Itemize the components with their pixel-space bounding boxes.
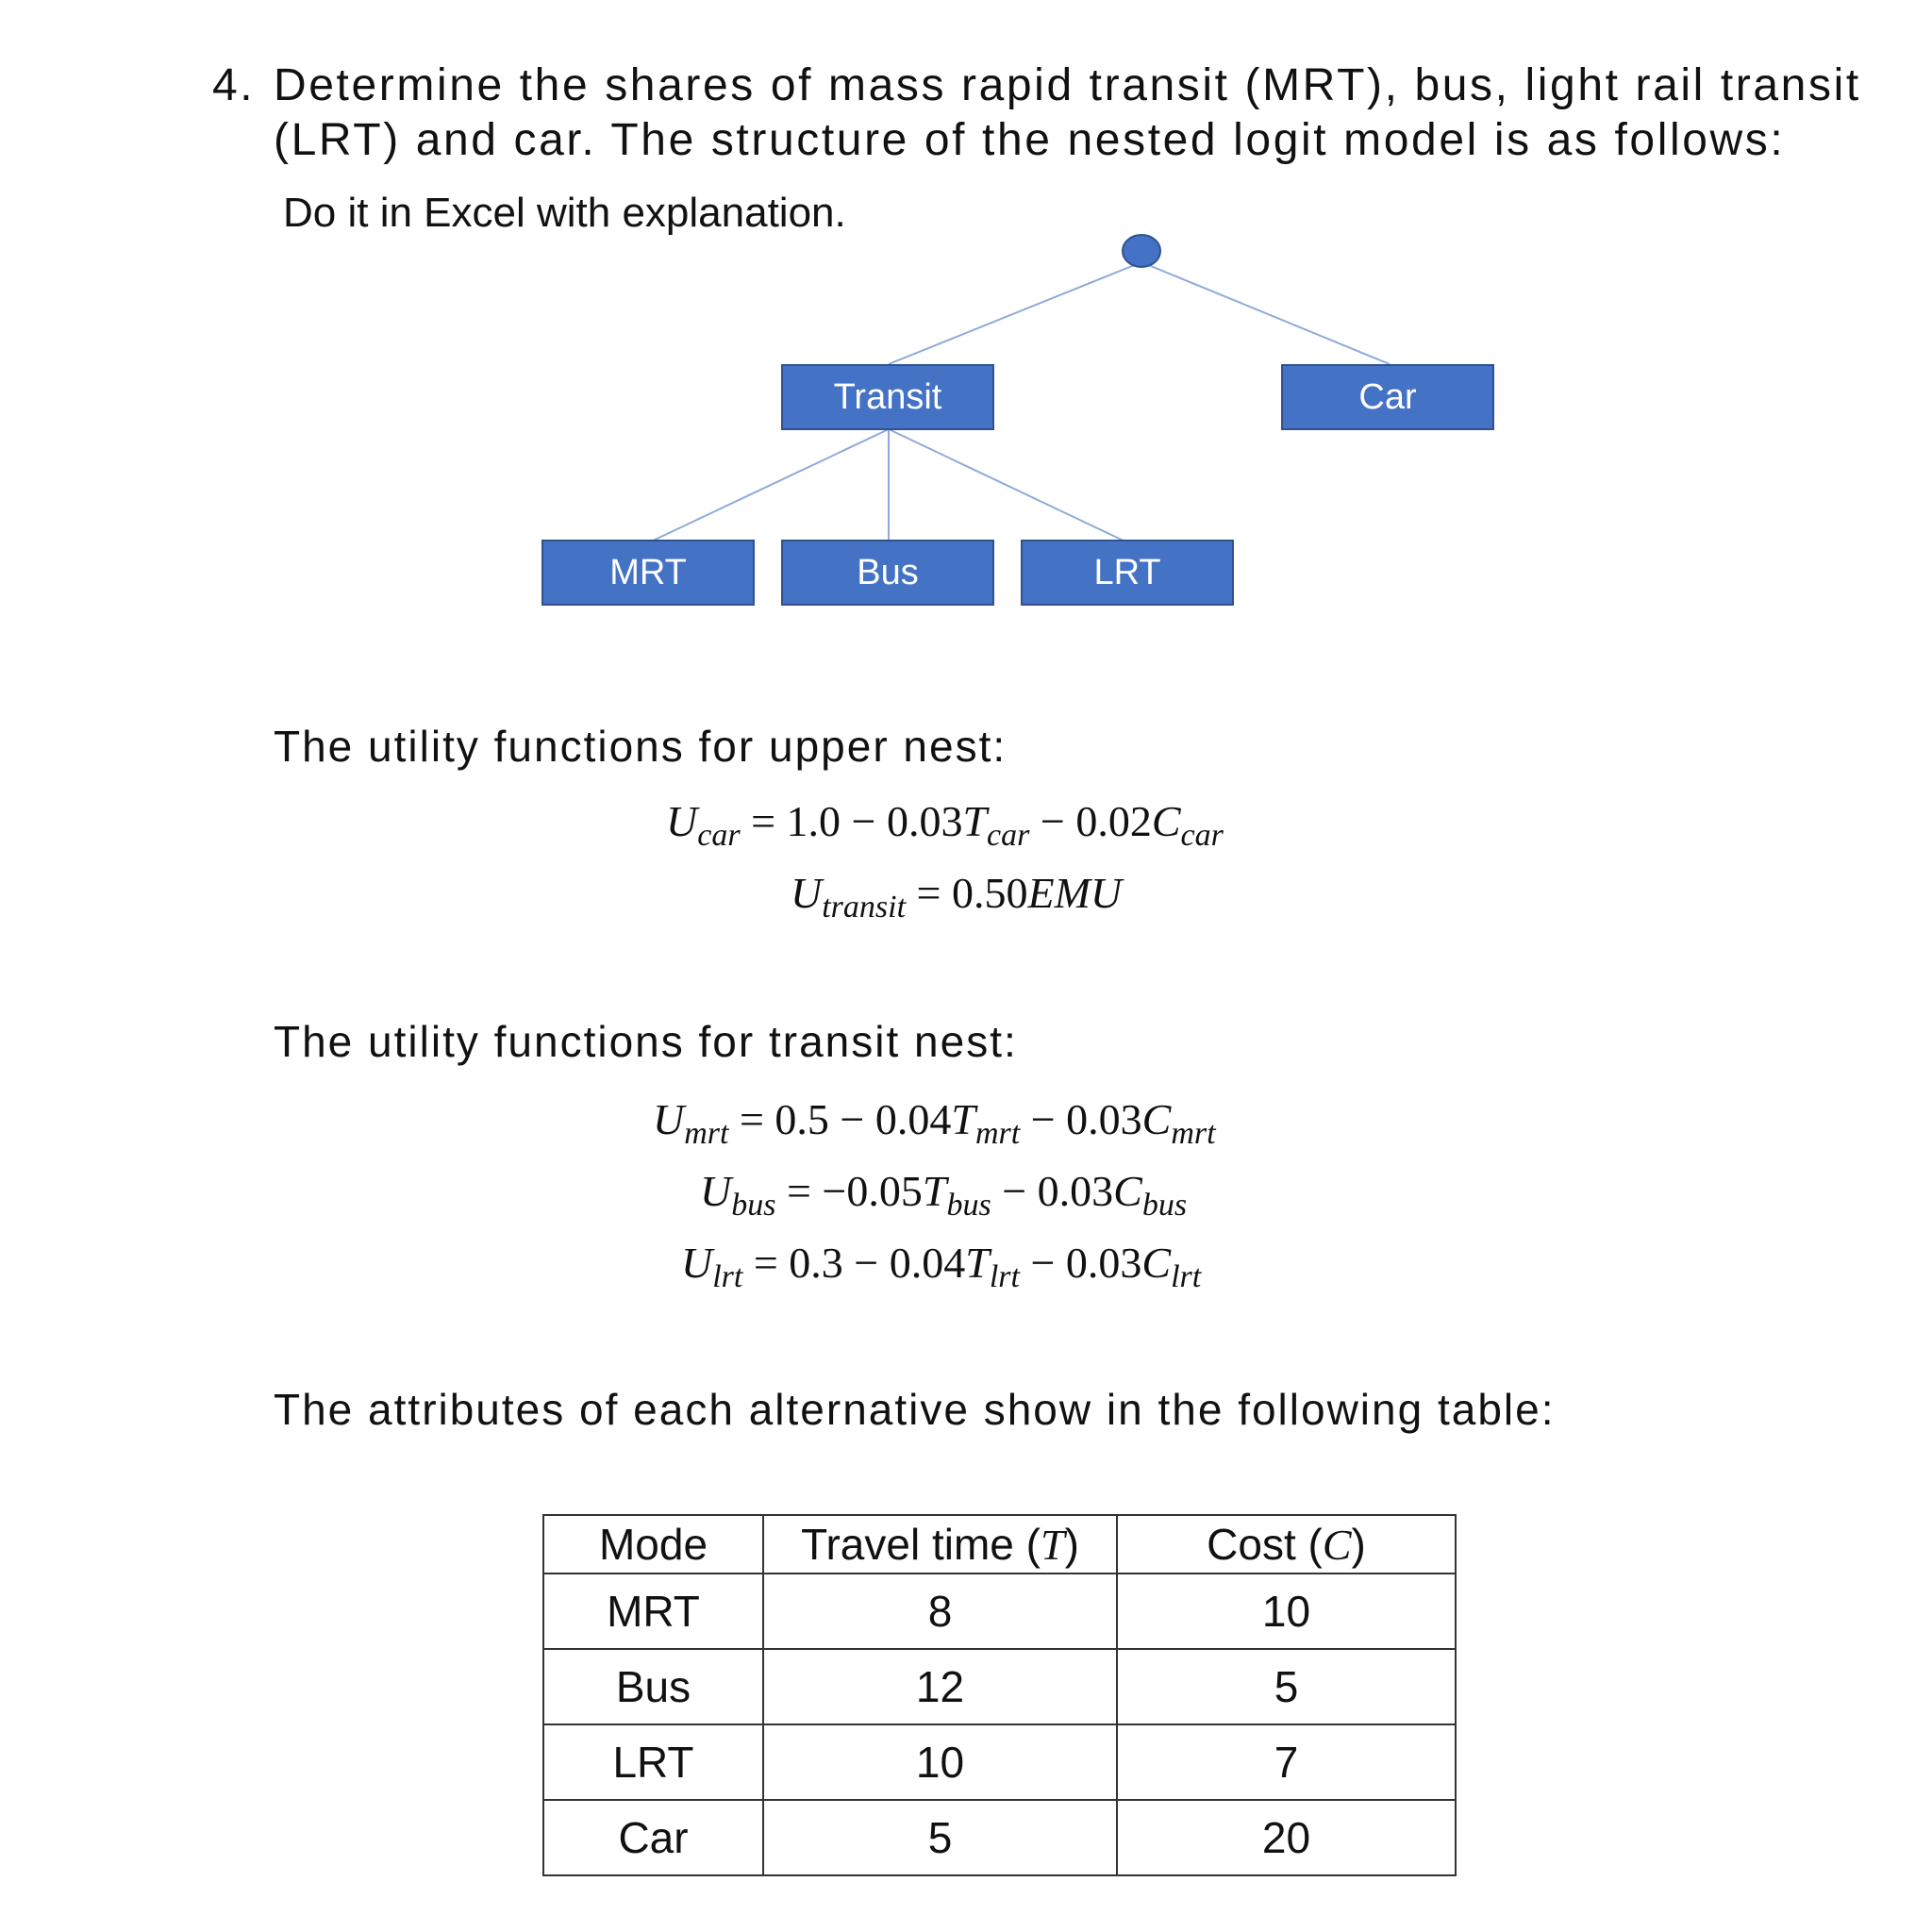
node-transit <box>781 364 994 430</box>
edge-root-transit <box>889 264 1137 364</box>
table-row <box>543 1574 1456 1649</box>
header-cost: Cost (C) <box>1117 1515 1456 1574</box>
node-lrt <box>1021 540 1234 606</box>
cell-mode: Bus <box>543 1649 763 1724</box>
node-bus <box>781 540 994 606</box>
cell-cost: 5 <box>1117 1649 1456 1724</box>
equation-u-mrt: $U_{mrt} = 0.5 - 0.04T_{mrt} - 0.03C_{mrt}$ <box>653 1095 1216 1151</box>
cell-time: 8 <box>763 1574 1117 1649</box>
instruction-text: Do it in Excel with explanation. <box>283 190 846 236</box>
cell-time: 12 <box>763 1649 1117 1724</box>
node-transit-label: Transit <box>833 376 942 417</box>
cell-time: 10 <box>763 1724 1117 1800</box>
cell-mode: Car <box>543 1800 763 1875</box>
cell-mode: MRT <box>543 1574 763 1649</box>
table-row <box>543 1649 1456 1724</box>
node-mrt-label: MRT <box>609 552 687 592</box>
attributes-table <box>542 1514 1457 1876</box>
question-number: 4. <box>212 60 256 110</box>
equation-u-lrt: $U_{lrt} = 0.3 - 0.04T_{lrt} - 0.03C_{lrt}$ <box>681 1239 1202 1294</box>
header-mode: Mode <box>543 1515 763 1574</box>
header-travel-time: Travel time (T) <box>763 1515 1117 1574</box>
node-bus-label: Bus <box>857 552 919 592</box>
upper-nest-heading: The utility functions for upper nest: <box>274 722 1008 771</box>
root-node <box>1123 235 1160 267</box>
edge-root-car <box>1146 264 1390 364</box>
equation-u-transit: $U_{transit} = 0.50EMU$ <box>791 869 1123 924</box>
node-car-label: Car <box>1358 376 1417 417</box>
node-mrt <box>541 540 755 606</box>
cell-cost: 10 <box>1117 1574 1456 1649</box>
table-row <box>543 1800 1456 1875</box>
transit-nest-heading: The utility functions for transit nest: <box>274 1017 1018 1066</box>
equation-u-bus: $U_{bus} = -0.05T_{bus} - 0.03C_{bus}$ <box>700 1167 1188 1223</box>
cell-cost: 7 <box>1117 1724 1456 1800</box>
attributes-heading: The attributes of each alternative show in the following table: <box>274 1385 1556 1434</box>
question-line-2: (LRT) and car. The structure of the nested logit model is as follows: <box>274 115 1786 165</box>
cell-mode: LRT <box>543 1724 763 1800</box>
table-header-row <box>543 1515 1456 1574</box>
cell-cost: 20 <box>1117 1800 1456 1875</box>
edge-transit-lrt <box>889 429 1127 542</box>
table-row <box>543 1724 1456 1800</box>
question-line-1: Determine the shares of mass rapid transit (MRT), bus, light rail transit <box>274 60 1861 110</box>
node-lrt-label: LRT <box>1093 552 1161 592</box>
edge-transit-mrt <box>649 429 889 542</box>
equation-u-car: $U_{car} = 1.0 - 0.03T_{car} - 0.02C_{car}$ <box>666 797 1224 853</box>
node-car <box>1281 364 1494 430</box>
cell-time: 5 <box>763 1800 1117 1875</box>
